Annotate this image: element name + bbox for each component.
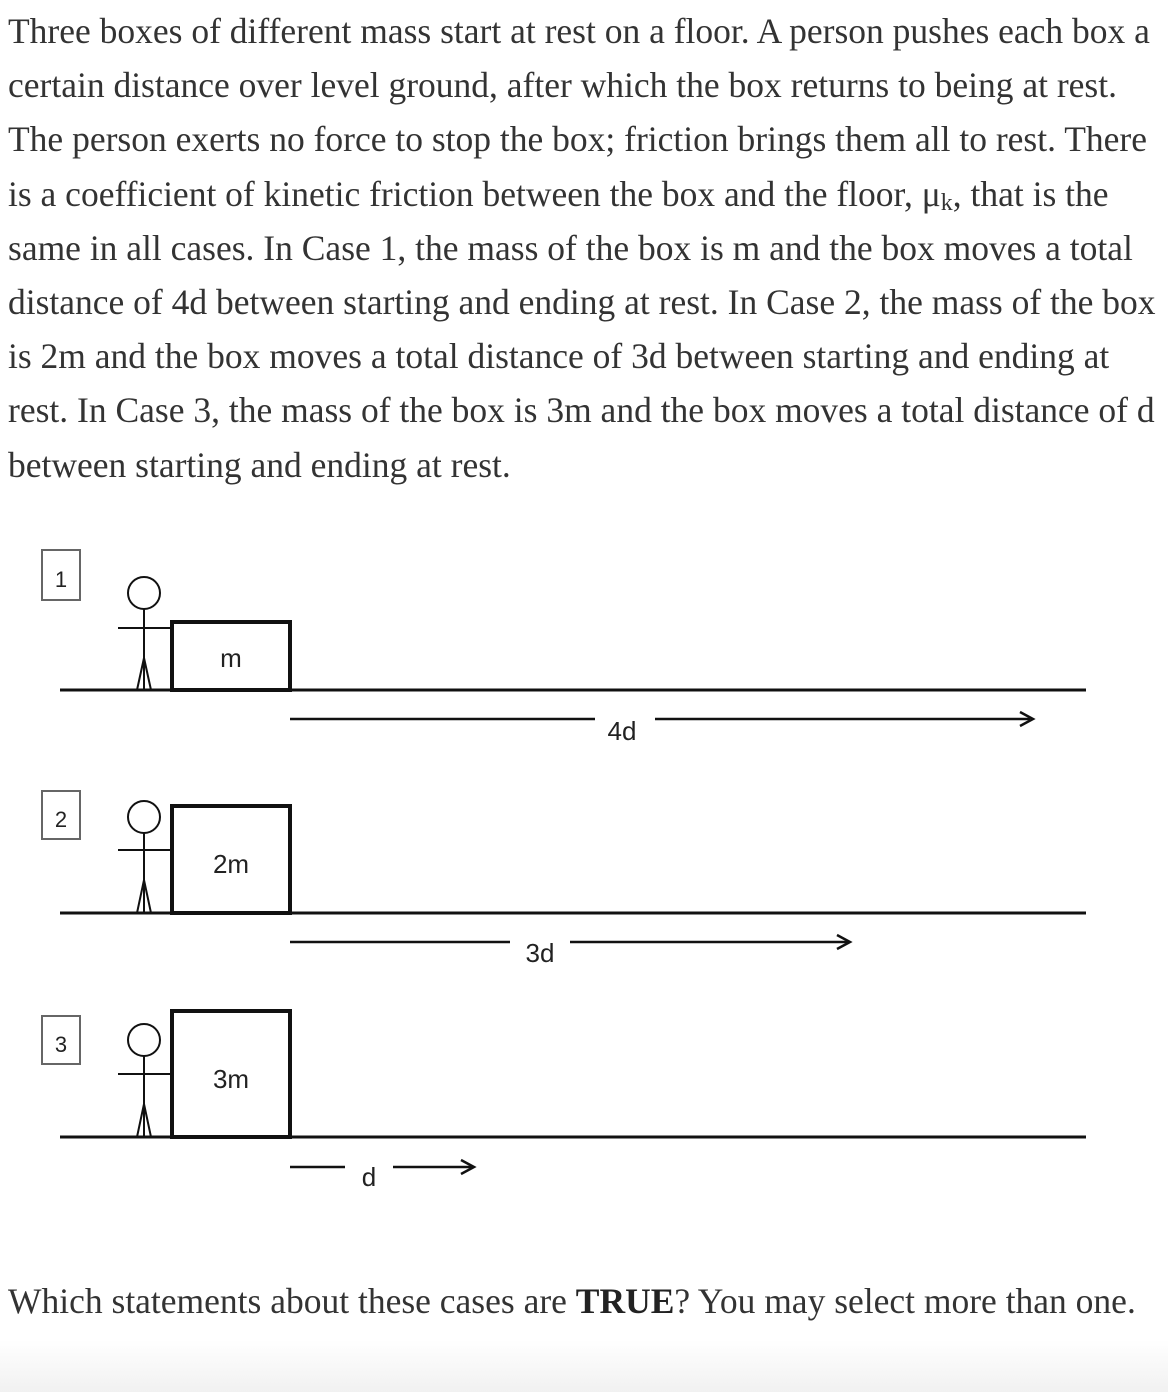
problem-text-2: , that is the same in all cases. In Case 1, the mass of the box is m and the box moves a total distance of 4d between starting and ending at rest. In Case 2, the mass of the box is 2m and the box moves a total distance of 3d between starting and ending at rest. In Case 3, the mass of the box is 3m and the box moves a total distance of d between starting and ending at rest. bbox=[8, 173, 1156, 485]
case-2 bbox=[42, 791, 1086, 968]
distance-label: 4d bbox=[607, 716, 637, 746]
case-label: 1 bbox=[54, 567, 68, 592]
problem-text-1: Three boxes of different mass start at rest on a floor. A person pushes each box a certain distance over level ground, after which the box returns to being at rest. The person exerts no force to stop the box; friction brings them all to rest. There is a coefficient of kinetic friction between the box and the floor, bbox=[8, 11, 1150, 214]
mass-label: 2m bbox=[212, 849, 250, 879]
question-prompt: Which statements about these cases are TRUE? You may select more than one. bbox=[8, 1281, 1136, 1321]
stick-figure-icon bbox=[118, 801, 172, 913]
case-label: 3 bbox=[54, 1032, 68, 1057]
mu-k-symbol: $\mu_k$ bbox=[921, 173, 953, 216]
case-3 bbox=[42, 1011, 1086, 1192]
stick-figure-icon bbox=[118, 1024, 172, 1137]
distance-label: 3d bbox=[525, 938, 555, 968]
case-1 bbox=[42, 550, 1086, 746]
mass-label: m bbox=[220, 643, 242, 673]
stick-figure-icon bbox=[118, 577, 172, 690]
distance-label: d bbox=[361, 1162, 377, 1192]
problem-statement bbox=[8, 4, 1163, 492]
mass-label: 3m bbox=[212, 1064, 250, 1094]
cases-diagram bbox=[0, 520, 1168, 1220]
case-label: 2 bbox=[54, 807, 68, 832]
question-emphasis: TRUE bbox=[575, 1281, 675, 1321]
